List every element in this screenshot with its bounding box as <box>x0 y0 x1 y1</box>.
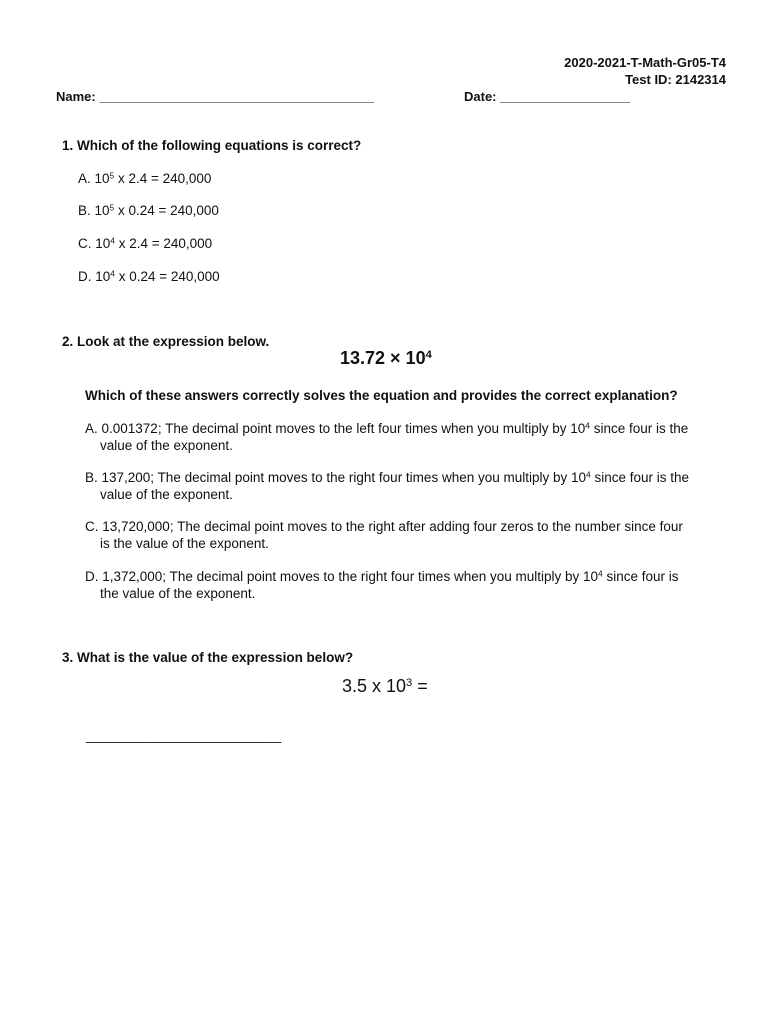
question-1-option-a[interactable]: A. $10^5$ x 2.4 = 240,000 <box>78 170 212 186</box>
question-1-option-d[interactable]: D. $10^4$ x 0.24 = 240,000 <box>78 268 220 284</box>
question-2-option-b[interactable]: B. 137,200; The decimal point moves to the right four times when you multiply by $10^4$ since four is the value of the exponent. <box>85 469 689 502</box>
question-3-expression: 3.5 x $10^3$ = <box>342 676 428 696</box>
test-id: Test ID: 2142314 <box>625 72 726 87</box>
question-2-option-a[interactable]: A. 0.001372; The decimal point moves to the left four times when you multiply by $10^4$ since four is the value of the exponent. <box>85 420 689 453</box>
question-2-option-d[interactable]: D. 1,372,000; The decimal point moves to the right four times when you multiply by $10^4$ since four is the value of the exponent. <box>85 568 679 601</box>
question-2-prompt: Which of these answers correctly solves the equation and provides the correct explanation? <box>85 388 678 403</box>
question-2-title: 2. Look at the expression below. <box>62 334 270 349</box>
test-code: 2020-2021-T-Math-Gr05-T4 <box>564 55 726 70</box>
question-3-title: 3. What is the value of the expression below? <box>62 650 354 665</box>
question-2-option-c[interactable]: C. 13,720,000; The decimal point moves to the right after adding four zeros to the number since four is the value of the exponent. <box>85 519 683 551</box>
question-1-title: 1. Which of the following equations is correct? <box>62 138 362 153</box>
question-3-answer-line[interactable]: __________________________ <box>86 728 282 743</box>
date-field[interactable]: Date: __________________ <box>464 89 631 104</box>
question-1-option-b[interactable]: B. $10^5$ x 0.24 = 240,000 <box>78 202 219 218</box>
question-1-option-c[interactable]: C. $10^4$ x 2.4 = 240,000 <box>78 235 213 251</box>
name-field[interactable]: Name: ______________________________________ <box>56 89 375 104</box>
question-2-expression: $13.72 \times 10^4$ <box>340 348 432 368</box>
